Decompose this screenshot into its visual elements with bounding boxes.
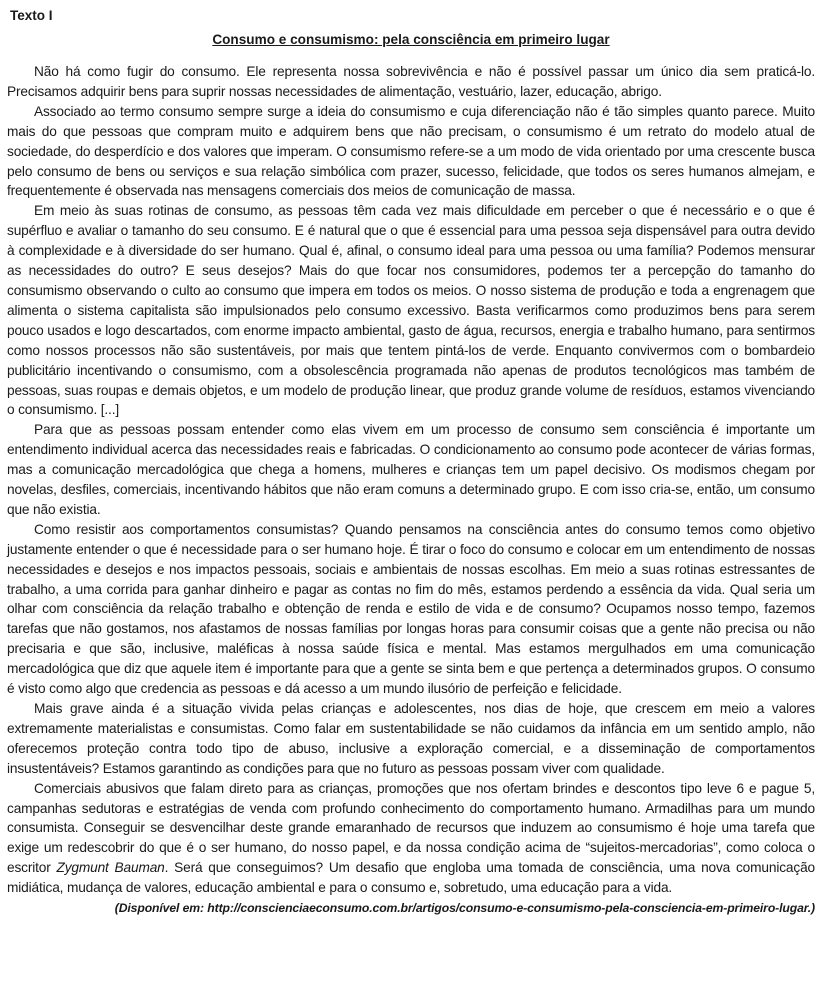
paragraph-7	[7, 779, 815, 898]
paragraph-2: Associado ao termo consumo sempre surge a ideia do consumismo e cuja diferenciação não é tão simples quanto parece. Muito mais do que pessoas que compram muito e adquirem bens que não precisam, o consumismo é um retrato do modelo atual de sociedade, do desperdício e dos valores que imperam. O consumismo refere-se a um modo de vida orientado por uma crescente busca pelo consumo de bens ou serviços e sua relação simbólica com prazer, sucesso, felicidade, que todos os seres humanos almejam, e frequentemente é observada nas mensagens comerciais dos meios de comunicação de massa.	[7, 103, 815, 199]
document-title: Consumo e consumismo: pela consciência em primeiro lugar	[212, 32, 610, 47]
document-body	[7, 62, 815, 898]
paragraph-7-continuation: . Será que conseguimos? Um desafio que engloba uma tomada de consciência, uma nova comunicação midiática, mudança de valores, educação ambiental e para o consumo e, sobretudo, uma educação para a vida.	[7, 860, 815, 896]
text-label: Texto I	[10, 8, 53, 23]
paragraph-5: Como resistir aos comportamentos consumistas? Quando pensamos na consciência antes do consumo temos como objetivo justamente entender o que é necessidade para o ser humano hoje. É tirar o foco do consumo e colocar em um entendimento de nossas necessidades e desejos e nos impactos pessoais, sociais e ambientais de nossas escolhas. Em meio a suas rotinas estressantes de trabalho, a uma corrida para ganhar dinheiro e pagar as contas no fim do mês, estamos perdendo a essência da vida. Qual seria um olhar com consciência da relação trabalho e obtenção de renda e estilo de vida e de consumo? Ocupamos nosso tempo, fazemos tarefas que não gostamos, nos afastamos de nossas famílias por longas horas para consumir coisas que a gente não precisa ou não precisaria e que são, inclusive, maléficas à nossa saúde física e mental. Mas estamos mergulhados em uma comunicação mercadológica que diz que aquele item é importante para que a gente se sinta bem e que pertença a determinados grupos. O consumo é visto como algo que credencia as pessoas e dá acesso a um mundo ilusório de perfeição e felicidade.	[7, 521, 815, 697]
paragraph-7-text: Comerciais abusivos que falam direto para as crianças, promoções que nos ofertam brindes e descontos tipo leve 6 e pague 5, campanhas sedutoras e estratégias de venda com profundo conhecimento do comportamento humano. Armadilhas para um mundo consumista. Conseguir se desvencilhar deste grande emaranhado de recursos que induzem ao consumismo é hoje uma tarefa que exige um redescobrir do que é o ser humano, do nosso papel, e da nossa condição acima de “sujeitos-mercadorias”, como coloca o escritor	[7, 780, 815, 876]
source-citation: (Disponível em: http://conscienciaeconsumo.com.br/artigos/consumo-e-consumismo-pela-consciencia-em-primeiro-lugar.)	[114, 901, 815, 916]
author-name: Zygmunt Bauman	[56, 860, 165, 876]
paragraph-4: Para que as pessoas possam entender como elas vivem em um processo de consumo sem consciência é importante um entendimento individual acerca das necessidades reais e fabricadas. O condicionamento ao consumo pode acontecer de várias formas, mas a comunicação mercadológica que chega a homens, mulheres e crianças tem um papel decisivo. Os modismos chegam por novelas, desfiles, comerciais, incentivando hábitos que não eram comuns a determinado grupo. E com isso cria-se, então, um consumo que não existia.	[7, 422, 815, 517]
paragraph-1: Não há como fugir do consumo. Ele representa nossa sobrevivência e não é possível passar um único dia sem praticá-lo. Precisamos adquirir bens para suprir nossas necessidades de alimentação, vestuário, lazer, educação, abrigo.	[7, 64, 815, 99]
paragraph-6: Mais grave ainda é a situação vivida pelas crianças e adolescentes, nos dias de hoje, que crescem em meio a valores extremamente materialistas e consumistas. Como falar em sustentabilidade se não cuidamos da infância em um sentido amplo, não oferecemos proteção contra todo tipo de abuso, inclusive a exploração comercial, e a disseminação de comportamentos insustentáveis? Estamos garantindo as condições para que no futuro as pessoas possam viver com qualidade.	[7, 701, 815, 776]
paragraph-3: Em meio às suas rotinas de consumo, as pessoas têm cada vez mais dificuldade em perceber o que é necessário e o que é supérfluo e avaliar o tamanho do seu consumo. E é natural que o que é essencial para uma pessoa seja dispensável para outra devido à complexidade e à diversidade do ser humano. Qual é, afinal, o consumo ideal para uma pessoa ou uma família? Podemos mensurar as necessidades do outro? E seus desejos? Mais do que focar nos consumidores, podemos ter a percepção do tamanho do consumismo observando o culto ao consumo que impera em todos os meios. O nosso sistema de produção e toda a engrenagem que alimenta o sistema capitalista são impulsionados pelo consumo excessivo. Basta verificarmos como produzimos bens para serem pouco usados e logo descartados, com enorme impacto ambiental, gasto de água, recursos, energia e trabalho humano, para sentirmos como nossos processos não são sustentáveis, por mais que tentem pintá-los de verde. Enquanto convivermos com o bombardeio publicitário incentivando o consumismo, com a obsolescência programada não apenas de produtos tecnológicos mas também de pessoas, suas roupas e demais objetos, e um modelo de produção linear, que produz grande volume de resíduos, estamos vivenciando o consumismo. [...]	[7, 203, 815, 418]
